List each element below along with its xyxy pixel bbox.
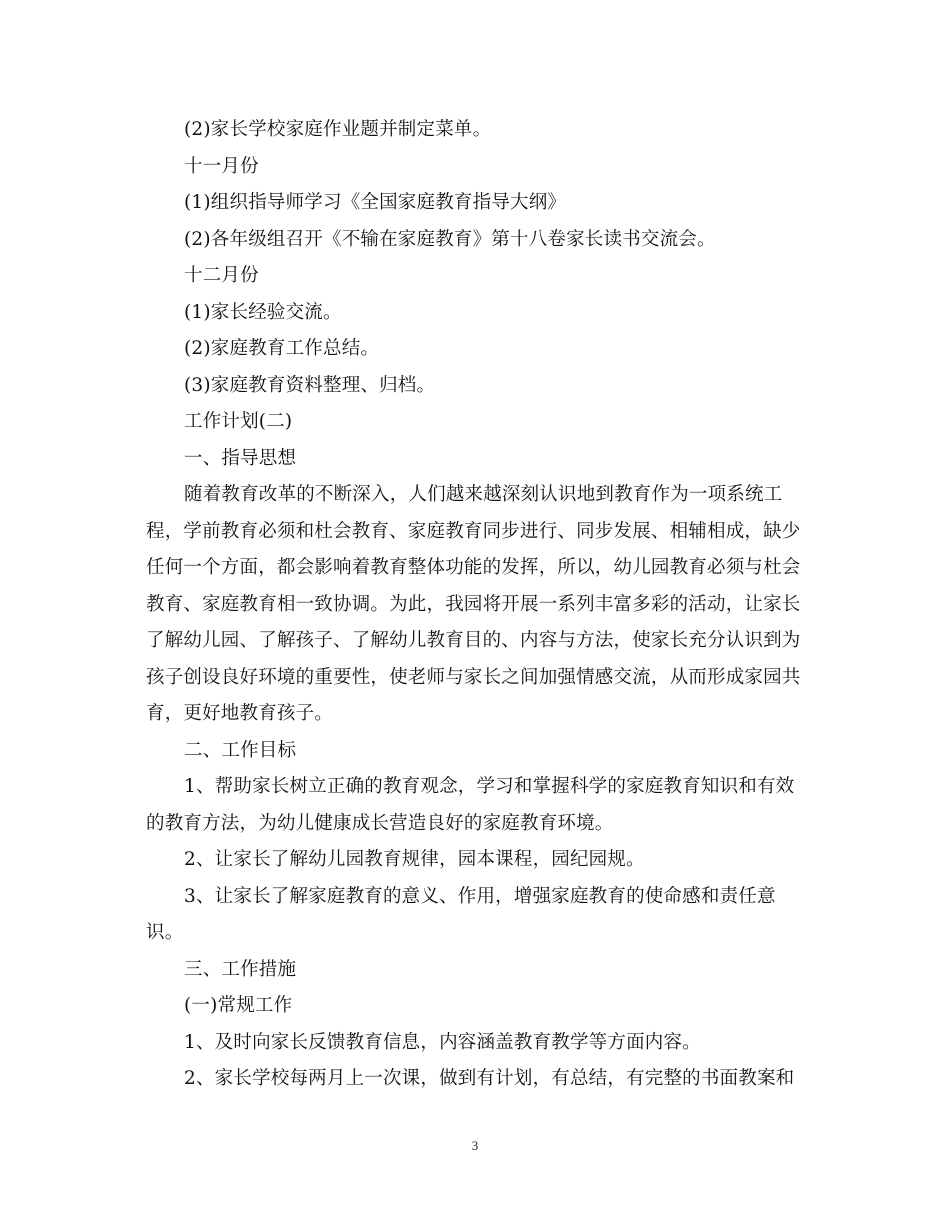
paragraph-line: 任何一个方面，都会影响着教育整体功能的发挥，所以，幼儿园教育必须与杜会 [146, 557, 801, 578]
paragraph-line: 识。 [146, 922, 184, 943]
section-heading-guiding: 一、指导思想 [184, 447, 297, 469]
section-heading-measures: 三、工作措施 [184, 958, 297, 980]
paragraph-line: 3、让家长了解家庭教育的意义、作用，增强家庭教育的使命感和责任意 [184, 885, 776, 907]
plan-title: 工作计划(二) [184, 411, 293, 432]
section-heading-goals: 二、工作目标 [184, 739, 297, 761]
measure-item-2: 2、家长学校每两月上一次课，做到有计划，有总结，有完整的书面教案和 [184, 1068, 795, 1089]
paragraph-line: 随着教育改革的不断深入，人们越来越深刻认识地到教育作为一项系统工 [184, 484, 783, 505]
document-body [146, 112, 806, 1098]
paragraph-line: 程，学前教育必须和杜会教育、家庭教育同步进行、同步发展、相辅相成，缺少 [146, 520, 801, 542]
month-heading-december: 十二月份 [184, 265, 259, 286]
paragraph-guiding-thought [146, 477, 806, 733]
item-archive: (3)家庭教育资料整理、归档。 [184, 374, 436, 396]
item-study-outline: (1)组织指导师学习《全国家庭教育指导大纲》 [184, 192, 567, 213]
goal-item-1 [146, 769, 806, 842]
paragraph-line: 教育、家庭教育相一致协调。为此，我园将开展一系列丰富多彩的活动，让家长 [146, 593, 801, 615]
item-reading-exchange: (2)各年级组召开《不输在家庭教育》第十八卷家长读书交流会。 [184, 228, 716, 250]
item-parent-experience: (1)家长经验交流。 [184, 301, 342, 323]
month-heading-november: 十一月份 [184, 155, 259, 177]
paragraph-line: 的教育方法，为幼儿健康成长营造良好的家庭教育环境。 [146, 812, 614, 834]
subheading-routine-work: (一)常规工作 [184, 995, 293, 1016]
item-homework-menu: (2)家长学校家庭作业题并制定菜单。 [184, 119, 492, 140]
goal-item-3 [146, 879, 806, 952]
paragraph-line: 育，更好地教育孩子。 [146, 703, 334, 724]
measure-item-1: 1、及时向家长反馈教育信息，内容涵盖教育教学等方面内容。 [184, 1031, 701, 1053]
item-work-summary: (2)家庭教育工作总结。 [184, 338, 380, 359]
paragraph-line: 孩子创设良好环境的重要性，使老师与家长之间加强情感交流，从而形成家园共 [146, 666, 801, 688]
paragraph-line: 了解幼儿园、了解孩子、了解幼儿教育目的、内容与方法，使家长充分认识到为 [146, 630, 801, 651]
page-number: 3 [471, 1138, 479, 1153]
paragraph-line: 1、帮助家长树立正确的教育观念，学习和掌握科学的家庭教育知识和有效 [184, 776, 795, 797]
goal-item-2: 2、让家长了解幼儿园教育规律，园本课程，园纪园规。 [184, 849, 645, 870]
